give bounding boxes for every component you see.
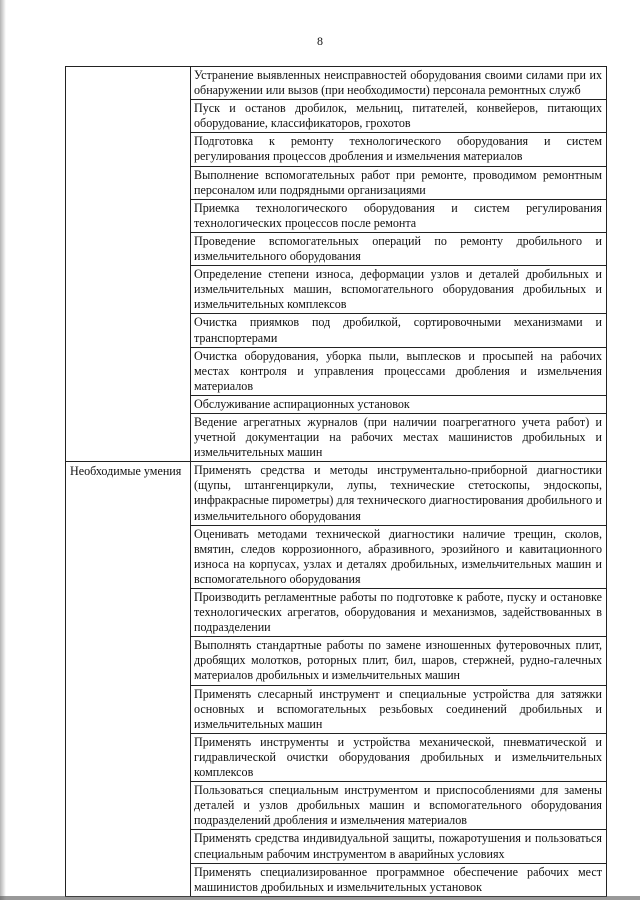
table-cell-item: Оценивать методами технической диагностики наличие трещин, сколов, вмятин, следов коррозионного, абразивного, эрозийного и кавитационного износа на корпусах, узлах и деталях дробильных, измельчительных машин и вспомогательного оборудования xyxy=(191,525,607,588)
table-cell-item: Пользоваться специальным инструментом и приспособлениями для замены деталей и узлов дробильных машин и вспомогательного оборудования подразделений дробления и измельчения материалов xyxy=(191,782,607,830)
section-label: Необходимые умения xyxy=(66,462,191,897)
table-cell-item: Пуск и останов дробилок, мельниц, питателей, конвейеров, питающих оборудование, классификаторов, грохотов xyxy=(191,100,607,133)
scan-bottom-edge xyxy=(0,896,640,900)
competency-table xyxy=(65,66,607,897)
section-label xyxy=(66,67,191,462)
table-cell-item: Применять инструменты и устройства механической, пневматической и гидравлической очистки оборудования дробильных и измельчительных комплексов xyxy=(191,733,607,781)
table-cell-item: Очистка приямков под дробилкой, сортировочными механизмами и транспортерами xyxy=(191,314,607,347)
table-cell-item: Производить регламентные работы по подготовке к работе, пуску и остановке технологических агрегатов, оборудования и механизмов, задействованных в подразделении xyxy=(191,589,607,637)
table-cell-item: Применять слесарный инструмент и специальные устройства для затяжки основных и вспомогательных резьбовых соединений дробильных и измельчительных машин xyxy=(191,685,607,733)
table-cell-item: Применять средства индивидуальной защиты, пожаротушения и пользоваться специальным рабочим инструментом в аварийных условиях xyxy=(191,830,607,863)
table-cell-item: Обслуживание аспирационных установок xyxy=(191,395,607,413)
table-cell-item: Подготовка к ремонту технологического оборудования и систем регулирования процессов дробления и измельчения материалов xyxy=(191,133,607,166)
table-cell-item: Приемка технологического оборудования и систем регулирования технологических процессов после ремонта xyxy=(191,199,607,232)
table-body xyxy=(66,67,607,897)
table-cell-item: Очистка оборудования, уборка пыли, выплесков и просыпей на рабочих местах контроля и управления процессами дробления и измельчения материалов xyxy=(191,347,607,395)
table-cell-item: Выполнение вспомогательных работ при ремонте, проводимом ремонтным персоналом или подрядными организациями xyxy=(191,166,607,199)
table-cell-item: Устранение выявленных неисправностей оборудования своими силами при их обнаружении или вызов (при необходимости) персонала ремонтных служб xyxy=(191,67,607,100)
table-cell-item: Ведение агрегатных журналов (при наличии поагрегатного учета работ) и учетной документации на рабочих местах машинистов дробильных и измельчительных машин xyxy=(191,413,607,461)
table-cell-item: Применять средства и методы инструментально-приборной диагностики (щупы, штангенциркули, лупы, технические стетоскопы, эндоскопы, инфракрасные пирометры) для технического диагностирования дробильного и измельчительного оборудования xyxy=(191,462,607,525)
table-cell-item: Определение степени износа, деформации узлов и деталей дробильных и измельчительных машин, вспомогательного оборудования дробильных и измельчительных комплексов xyxy=(191,266,607,314)
table-cell-item: Выполнять стандартные работы по замене изношенных футеровочных плит, дробящих молотков, роторных плит, бил, шаров, стержней, рудно-галечных материалов дробильных и измельчительных машин xyxy=(191,637,607,685)
table-row xyxy=(66,67,607,100)
scan-edge xyxy=(0,0,6,900)
table-row xyxy=(66,462,607,525)
page-number: 8 xyxy=(317,34,323,48)
table-cell-item: Проведение вспомогательных операций по ремонту дробильного и измельчительного оборудования xyxy=(191,232,607,265)
table-cell-item: Применять специализированное программное обеспечение рабочих мест машинистов дробильных и измельчительных установок xyxy=(191,863,607,896)
